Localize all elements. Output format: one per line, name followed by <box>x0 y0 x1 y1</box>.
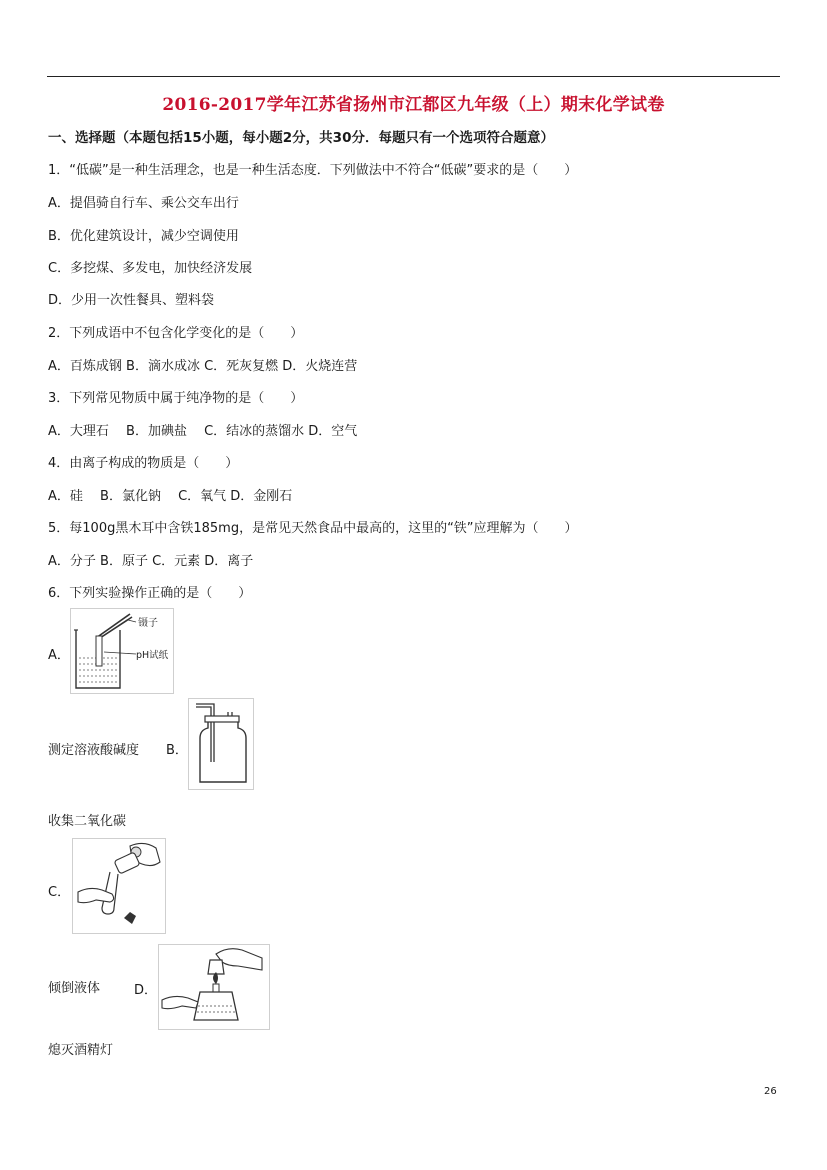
question-6-stem: 6．下列实验操作正确的是（ ） <box>48 586 252 601</box>
question-5-stem: 5．每100g黑木耳中含铁185mg，是常见天然食品中最高的，这里的“铁”应理解为（ ） <box>48 521 578 536</box>
question-1-stem: 1．“低碳”是一种生活理念，也是一种生活态度．下列做法中不符合“低碳”要求的是（ ） <box>48 163 578 178</box>
question-6-option-b-caption: 收集二氧化碳 <box>48 814 127 829</box>
page-title: 2016-2017学年江苏省扬州市江都区九年级（上）期末化学试卷 <box>162 95 665 115</box>
section-heading: 一、选择题（本题包括15小题，每小题2分，共30分．每题只有一个选项符合题意） <box>48 130 554 146</box>
question-6-option-a-caption: 测定溶液酸碱度 <box>48 743 140 758</box>
question-1-option-b: B．优化建筑设计，减少空调使用 <box>48 229 239 244</box>
pouring-liquid-figure <box>72 838 166 934</box>
question-2-stem: 2．下列成语中不包含化学变化的是（ ） <box>48 326 304 341</box>
tweezers-label: 镊子 <box>138 618 158 629</box>
question-6-option-b-label: B． <box>166 743 188 758</box>
question-4-options: A．硅 B．氯化钠 C．氧气 D．金刚石 <box>48 489 293 504</box>
ph-test-figure <box>70 608 174 694</box>
question-3-options: A．大理石 B．加碘盐 C．结冰的蒸馏水 D．空气 <box>48 424 358 439</box>
alcohol-lamp-figure <box>158 944 270 1030</box>
question-5-options: A．分子 B．原子 C．元素 D．离子 <box>48 554 254 569</box>
question-1-option-c: C．多挖煤、多发电，加快经济发展 <box>48 261 253 276</box>
ph-paper-label: pH试纸 <box>136 650 169 661</box>
question-6-option-c-caption: 倾倒液体 <box>48 981 101 996</box>
question-4-stem: 4．由离子构成的物质是（ ） <box>48 456 239 471</box>
header-rule <box>47 76 780 77</box>
page-number: 26 <box>764 1086 777 1097</box>
question-1-option-a: A．提倡骑自行车、乘公交车出行 <box>48 196 239 211</box>
question-2-options: A．百炼成钢 B．滴水成冰 C．死灰复燃 D．火烧连营 <box>48 359 358 374</box>
question-6-option-a-label: A． <box>48 648 70 663</box>
question-6-option-c-label: C． <box>48 885 71 900</box>
question-3-stem: 3．下列常见物质中属于纯净物的是（ ） <box>48 391 304 406</box>
question-1-option-d: D．少用一次性餐具、塑料袋 <box>48 293 215 308</box>
gas-bottle-figure <box>188 698 254 790</box>
question-6-option-d-label: D． <box>134 983 158 998</box>
question-6-option-d-caption: 熄灭酒精灯 <box>48 1043 114 1058</box>
